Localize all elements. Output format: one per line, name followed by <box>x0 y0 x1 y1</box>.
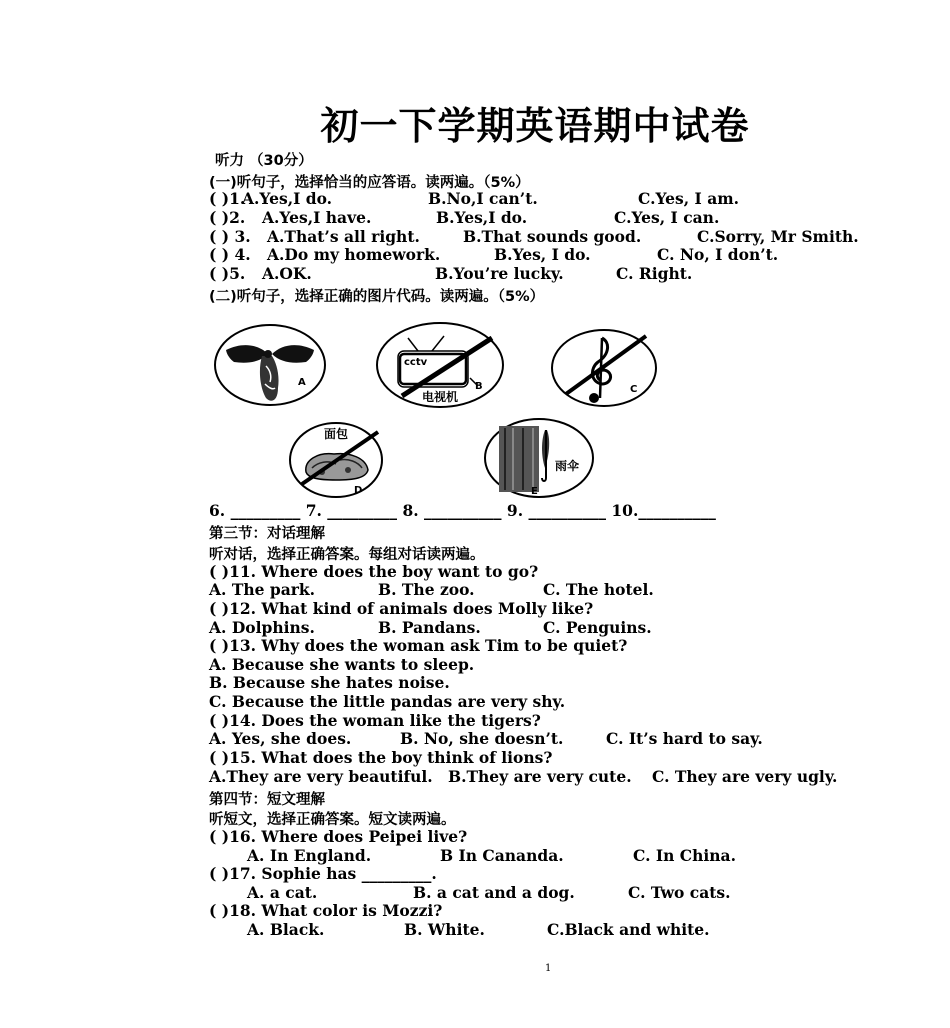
answer-blanks-6-10: 6. _________ 7. _________ 8. __________ 9. __________ 10.__________ <box>209 501 716 520</box>
tv-screen-text: cctv <box>404 357 428 368</box>
q18-option-a: A. Black. <box>247 920 325 939</box>
q17-stem: ( )17. Sophie has _________. <box>209 864 437 883</box>
q18-stem: ( )18. What color is Mozzi? <box>209 901 443 920</box>
q17-option-b: B. a cat and a dog. <box>413 883 575 902</box>
page-title: 初一下学期英语期中试卷 <box>320 104 750 148</box>
eagle-icon <box>215 325 325 405</box>
q12-option-b: B. Pandans. <box>378 618 481 637</box>
section3-heading: 第三节：对话理解 <box>209 526 325 542</box>
q1-option-b: B.No,I can’t. <box>428 189 538 208</box>
q5-option-c: C. Right. <box>616 264 693 283</box>
q11-option-a: A. The park. <box>209 580 316 599</box>
q15-option-c: C. They are very ugly. <box>652 767 838 786</box>
q3-option-a: A.That’s all right. <box>267 227 420 246</box>
q2-number: ( )2. <box>209 208 246 227</box>
q11-option-c: C. The hotel. <box>543 580 654 599</box>
picture-c <box>550 326 662 410</box>
section4-instruction: 听短文，选择正确答案。短文读两遍。 <box>209 812 456 828</box>
q4-option-b: B.Yes, I do. <box>494 245 591 264</box>
section2-heading: (二)听句子，选择正确的图片代码。读两遍。（5%） <box>209 289 545 305</box>
page-number: 1 <box>545 963 552 974</box>
q11-stem: ( )11. Where does the boy want to go? <box>209 562 539 581</box>
q18-option-b: B. White. <box>404 920 485 939</box>
section4-heading: 第四节：短文理解 <box>209 792 325 808</box>
q18-option-c: C.Black and white. <box>547 920 710 939</box>
q16-option-b: B In Cananda. <box>440 846 564 865</box>
q4-option-c: C. No, I don’t. <box>657 245 779 264</box>
q5-number: ( )5. <box>209 264 246 283</box>
q14-option-a: A. Yes, she does. <box>209 729 352 748</box>
section3-instruction: 听对话，选择正确答案。每组对话读两遍。 <box>209 547 485 563</box>
picture-b-caption: 电视机 <box>422 390 459 404</box>
q17-option-c: C. Two cats. <box>628 883 731 902</box>
picture-a-letter: A <box>298 377 306 388</box>
q2-option-a: A.Yes,I have. <box>262 208 372 227</box>
q3-option-c: C.Sorry, Mr Smith. <box>697 227 859 246</box>
q17-option-a: A. a cat. <box>247 883 318 902</box>
q15-stem: ( )15. What does the boy think of lions? <box>209 748 553 767</box>
q13-option-a: A. Because she wants to sleep. <box>209 655 475 674</box>
q12-option-a: A. Dolphins. <box>209 618 315 637</box>
q13-stem: ( )13. Why does the woman ask Tim to be quiet? <box>209 636 628 655</box>
q1-option-c: C.Yes, I am. <box>638 189 740 208</box>
q13-option-b: B. Because she hates noise. <box>209 673 450 692</box>
q3-option-b: B.That sounds good. <box>463 227 642 246</box>
section1-heading: (一)听句子，选择恰当的应答语。读两遍。（5%） <box>209 175 530 191</box>
picture-e <box>483 416 597 500</box>
q3-number: ( ) 3. <box>209 227 251 246</box>
picture-e-caption: 雨伞 <box>555 459 580 473</box>
q14-option-b: B. No, she doesn’t. <box>400 729 564 748</box>
picture-a <box>212 322 330 408</box>
q4-option-a: A.Do my homework. <box>267 245 441 264</box>
q15-option-b: B.They are very cute. <box>448 767 632 786</box>
q5-option-a: A.OK. <box>262 264 312 283</box>
q16-option-a: A. In England. <box>247 846 372 865</box>
q14-stem: ( )14. Does the woman like the tigers? <box>209 711 541 730</box>
q4-number: ( ) 4. <box>209 245 251 264</box>
picture-c-letter: C <box>630 384 638 395</box>
q1-number: ( )1. <box>209 189 246 208</box>
q16-option-c: C. In China. <box>633 846 736 865</box>
q5-option-b: B.You’re lucky. <box>435 264 564 283</box>
music-note-icon <box>552 330 656 406</box>
picture-d-letter: D <box>354 485 363 496</box>
q16-stem: ( )16. Where does Peipei live? <box>209 827 468 846</box>
listening-header: 听力 （30分） <box>215 153 313 169</box>
q2-option-c: C.Yes, I can. <box>614 208 720 227</box>
umbrella-icon <box>485 419 593 497</box>
picture-b-letter: B <box>475 381 483 392</box>
picture-b <box>374 320 506 410</box>
picture-d-caption: 面包 <box>324 427 349 441</box>
picture-d <box>288 420 388 500</box>
q15-option-a: A.They are very beautiful. <box>209 767 433 786</box>
q11-option-b: B. The zoo. <box>378 580 475 599</box>
q13-option-c: C. Because the little pandas are very shy. <box>209 692 566 711</box>
q14-option-c: C. It’s hard to say. <box>606 729 763 748</box>
q2-option-b: B.Yes,I do. <box>436 208 528 227</box>
q1-option-a: A.Yes,I do. <box>242 189 333 208</box>
picture-e-letter: E <box>531 486 538 497</box>
q12-stem: ( )12. What kind of animals does Molly like? <box>209 599 594 618</box>
q12-option-c: C. Penguins. <box>543 618 652 637</box>
